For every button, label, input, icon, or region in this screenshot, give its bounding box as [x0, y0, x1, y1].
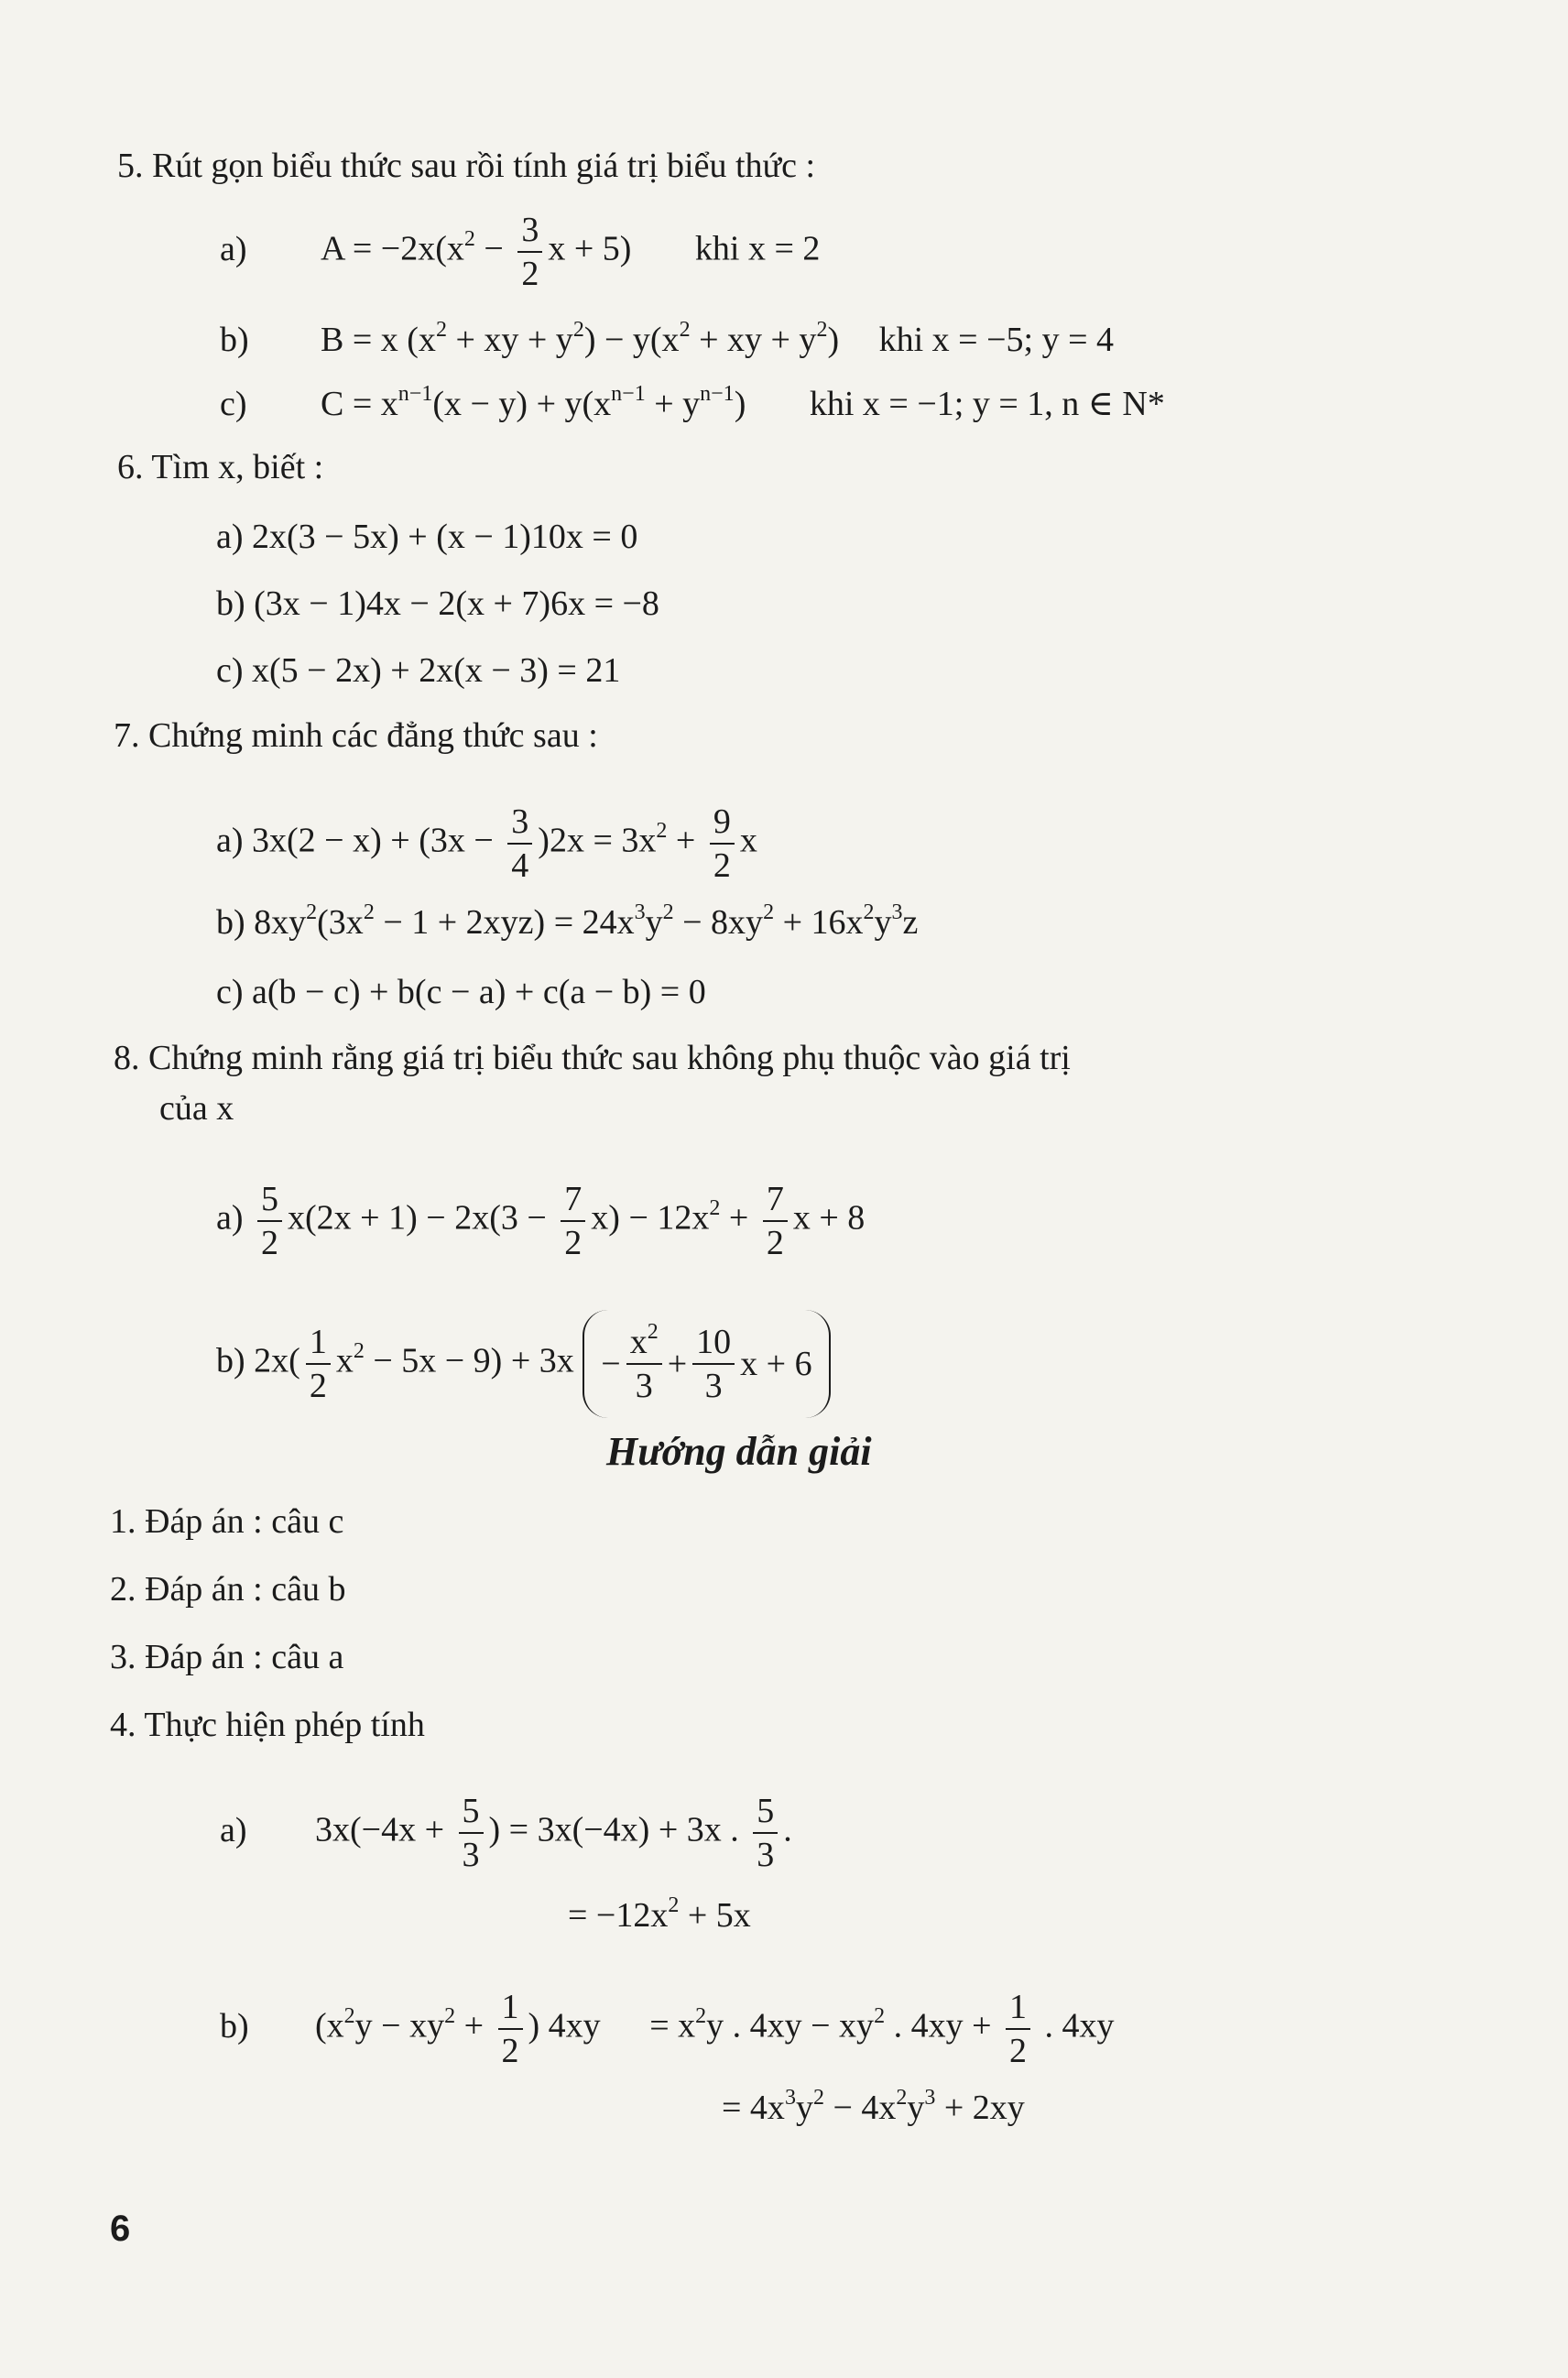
- ex5-b-t4: + xy + y: [690, 321, 817, 359]
- ex5-a: [220, 213, 820, 291]
- ex8-b-n3: 10: [692, 1325, 735, 1365]
- ex5-b-t1: B = x (x: [321, 321, 436, 359]
- ex5-c-t3: + y: [645, 385, 701, 423]
- ex5-c-t2: (x − y) + y(x: [432, 385, 612, 423]
- ex8-a-p1: x(2x + 1) − 2x(3 −: [288, 1198, 556, 1238]
- sol-b-p2: y − xy: [354, 2006, 445, 2045]
- ex5-c-sup3: n−1: [700, 382, 735, 407]
- ex5-c-t4: ): [734, 385, 746, 423]
- sol-b-e1: = x: [649, 2006, 696, 2045]
- sol-a-frac1: [459, 1794, 484, 1872]
- ex8-b-s1: 2: [353, 1339, 365, 1364]
- ex8-a-n2: 7: [561, 1182, 585, 1222]
- ex7-b-t8: z: [902, 903, 919, 942]
- ex8-a-sup: 2: [709, 1196, 721, 1221]
- sol-b-line1: [220, 1990, 1115, 2068]
- sol-b-d1: 2: [501, 2032, 519, 2070]
- ex5-c: [220, 383, 1165, 425]
- ex5-a-sup: 2: [463, 227, 475, 252]
- ex8-b-frac2: [626, 1320, 662, 1405]
- sol-b-e4: . 4xy: [1036, 2006, 1115, 2045]
- sol-b-p4: ) 4xy: [528, 2006, 601, 2045]
- ex8-b-n1: 1: [306, 1325, 331, 1365]
- ex5-a-num: 3: [517, 213, 542, 253]
- sol-b-line2: [722, 2087, 1025, 2129]
- ex8-a-frac2: [561, 1182, 585, 1260]
- ex7-a-label: a): [216, 821, 244, 860]
- ex5-a-label: a): [220, 229, 247, 268]
- sol-b-rs1: 3: [784, 2086, 796, 2111]
- ex5-b-sup3: 2: [679, 318, 691, 343]
- sol-b-r2: y: [795, 2089, 813, 2127]
- ex8-a-d1: 2: [261, 1224, 279, 1262]
- ex7-b-s5: 2: [763, 900, 775, 925]
- sol-b-s4: 2: [874, 2004, 886, 2029]
- ex8-a-p3: +: [720, 1198, 757, 1238]
- ex7-b-t4: y: [645, 903, 663, 942]
- ex7-a-p2: )2x = 3x: [538, 821, 657, 860]
- ex5-a-post: x + 5): [548, 229, 632, 268]
- ex7-a-p3: +: [667, 821, 704, 860]
- sol-b-frac2: [1006, 1990, 1030, 2068]
- ex8-b-p2: x: [335, 1341, 354, 1380]
- sol-b-frac1: [498, 1990, 523, 2068]
- ex7-b-label: b): [216, 903, 245, 942]
- ex7-b-s4: 2: [662, 900, 674, 925]
- ex5-b-cond: khi x = −5; y = 4: [878, 321, 1115, 359]
- ex7-a-n1: 3: [507, 804, 532, 845]
- sol-b-rs2: 2: [812, 2086, 824, 2111]
- ex5-b-t2: + xy + y: [446, 321, 573, 359]
- ex5-b-t3: ) − y(x: [583, 321, 680, 359]
- ex7-title: 7. Chứng minh các đẳng thức sau :: [114, 716, 598, 755]
- sol-b-p3: +: [455, 2006, 493, 2045]
- ex8-b-s2: 2: [647, 1320, 659, 1345]
- ex8-b-frac3: [692, 1325, 735, 1403]
- sol-a-frac2: [753, 1794, 778, 1872]
- ex8-b-d2: 3: [635, 1367, 653, 1405]
- ex7-b-t3: − 1 + 2xyz) = 24x: [374, 903, 635, 942]
- ex7-c: c) a(b − c) + b(c − a) + c(a − b) = 0: [216, 973, 706, 1011]
- sol-b-s3: 2: [695, 2004, 707, 2029]
- ex6-a: a) 2x(3 − 5x) + (x − 1)10x = 0: [216, 518, 638, 556]
- ex7-b-s7: 3: [891, 900, 903, 925]
- sol-b-label: b): [220, 2006, 249, 2045]
- sol-b-rs3: 2: [896, 2086, 908, 2111]
- ex7-b-s1: 2: [306, 900, 318, 925]
- page-number: 6: [110, 2209, 131, 2249]
- sol-a-n2: 5: [753, 1794, 778, 1834]
- ex8-a-label: a): [216, 1198, 244, 1238]
- sol-b-e2: y . 4xy − xy: [706, 2006, 875, 2045]
- ex5-a-fraction: [517, 213, 542, 291]
- guide-answer-3: 3. Đáp án : câu a: [110, 1638, 344, 1676]
- ex7-b-t1: 8xy: [254, 903, 307, 942]
- ex8-b-p4: x + 6: [740, 1345, 812, 1383]
- sol-b-s2: 2: [444, 2004, 456, 2029]
- ex5-c-t1: C = x: [321, 385, 398, 423]
- ex8-title-line2: của x: [159, 1089, 234, 1128]
- ex5-c-sup2: n−1: [611, 382, 646, 407]
- ex7-b-s3: 3: [634, 900, 646, 925]
- ex8-a-p2: x) − 12x: [591, 1198, 710, 1238]
- sol-a-r2-sup: 2: [668, 1893, 680, 1918]
- guide-answer-1: 1. Đáp án : câu c: [110, 1502, 344, 1541]
- ex7-b-t2: (3x: [317, 903, 364, 942]
- ex8-a-frac3: [763, 1182, 788, 1260]
- ex8-b-label: b): [216, 1341, 245, 1380]
- ex8-b-big-parens: [583, 1310, 830, 1418]
- sol-a-d2: 3: [757, 1836, 775, 1874]
- ex6-b: b) (3x − 1)4x − 2(x + 7)6x = −8: [216, 584, 659, 623]
- ex8-b-d1: 2: [309, 1367, 327, 1405]
- ex8-a-frac1: [257, 1182, 282, 1260]
- ex6-c: c) x(5 − 2x) + 2x(x − 3) = 21: [216, 651, 621, 690]
- sol-a-d1: 3: [462, 1836, 480, 1874]
- sol-b-s1: 2: [343, 2004, 355, 2029]
- ex5-title: 5. Rút gọn biểu thức sau rồi tính giá trị biểu thức :: [117, 147, 816, 185]
- ex7-a: [216, 804, 757, 883]
- ex8-title-line1: 8. Chứng minh rằng giá trị biểu thức sau không phụ thuộc vào giá trị: [114, 1039, 1071, 1077]
- sol-b-r4: y: [907, 2089, 925, 2127]
- ex7-b: [216, 901, 918, 944]
- sol-a-p1: 3x(−4x +: [315, 1810, 453, 1849]
- ex7-a-p4: x: [739, 821, 757, 860]
- ex8-b-p1: 2x(: [254, 1341, 300, 1380]
- ex5-a-den: 2: [521, 255, 539, 293]
- ex8-b-d3: 3: [704, 1367, 723, 1405]
- sol-a-line1: [220, 1794, 792, 1872]
- ex7-b-t5: − 8xy: [673, 903, 764, 942]
- ex5-a-pre: A = −2x(x: [321, 229, 464, 268]
- sol-b-r5: + 2xy: [935, 2089, 1025, 2127]
- ex8-b-plus: +: [667, 1345, 688, 1383]
- sol-b-e3: . 4xy +: [885, 2006, 1000, 2045]
- ex5-a-mid: −: [474, 229, 513, 268]
- ex7-b-t6: + 16x: [774, 903, 864, 942]
- ex6-title: 6. Tìm x, biết :: [117, 448, 324, 486]
- ex8-b-frac1: [306, 1325, 331, 1403]
- ex8-b-p3: − 5x − 9) + 3x: [364, 1341, 574, 1380]
- sol-a-label: a): [220, 1810, 247, 1849]
- sol-b-d2: 2: [1009, 2032, 1027, 2070]
- ex8-a-d2: 2: [564, 1224, 583, 1262]
- ex5-b-sup2: 2: [572, 318, 584, 343]
- ex7-a-frac2: [710, 804, 735, 883]
- ex8-a: [216, 1182, 865, 1260]
- guide-heading: Hướng dẫn giải: [606, 1429, 872, 1474]
- sol-b-n1: 1: [498, 1990, 523, 2030]
- sol-a-n1: 5: [459, 1794, 484, 1834]
- ex5-b-sup1: 2: [435, 318, 447, 343]
- ex8-a-d3: 2: [766, 1224, 784, 1262]
- sol-b-n2: 1: [1006, 1990, 1030, 2030]
- sol-b-p1: (x: [315, 2006, 344, 2045]
- ex8-a-n1: 5: [257, 1182, 282, 1222]
- ex8-b-n2-wrap: [626, 1320, 662, 1365]
- guide-answer-4: 4. Thực hiện phép tính: [110, 1706, 425, 1744]
- sol-b-r3: − 4x: [823, 2089, 897, 2127]
- ex7-a-frac1: [507, 804, 532, 883]
- ex7-a-d2: 2: [713, 846, 731, 885]
- sol-a-p2: ) = 3x(−4x) + 3x .: [488, 1810, 748, 1849]
- ex7-b-t7: y: [874, 903, 892, 942]
- ex7-a-n2: 9: [710, 804, 735, 845]
- ex7-a-d1: 4: [511, 846, 529, 885]
- ex7-a-sup: 2: [656, 819, 668, 844]
- ex8-a-n3: 7: [763, 1182, 788, 1222]
- ex7-b-s2: 2: [363, 900, 375, 925]
- ex5-c-label: c): [220, 385, 247, 423]
- sol-b-r1: = 4x: [722, 2089, 785, 2127]
- ex8-a-p4: x + 8: [792, 1198, 866, 1238]
- ex7-b-s6: 2: [863, 900, 875, 925]
- ex5-b-label: b): [220, 321, 249, 359]
- sol-a-r2: = −12x: [568, 1896, 669, 1935]
- ex7-a-p1: 3x(2 − x) + (3x −: [252, 821, 503, 860]
- ex5-a-cond: khi x = 2: [694, 229, 821, 268]
- ex5-b: [220, 319, 1114, 361]
- sol-a-line2: [568, 1894, 751, 1936]
- guide-answer-2: 2. Đáp án : câu b: [110, 1570, 346, 1609]
- sol-a-r2b: + 5x: [679, 1896, 751, 1935]
- sol-b-rs4: 3: [924, 2086, 936, 2111]
- ex8-b-minus: −: [601, 1345, 621, 1383]
- ex8-b: [216, 1310, 831, 1418]
- ex5-b-t5: ): [827, 321, 840, 359]
- ex5-c-cond: khi x = −1; y = 1, n ∈ N*: [809, 385, 1165, 423]
- ex8-b-n2: x: [629, 1323, 648, 1361]
- ex5-b-sup4: 2: [816, 318, 828, 343]
- ex5-c-sup1: n−1: [397, 382, 433, 407]
- sol-a-p3: .: [783, 1810, 792, 1849]
